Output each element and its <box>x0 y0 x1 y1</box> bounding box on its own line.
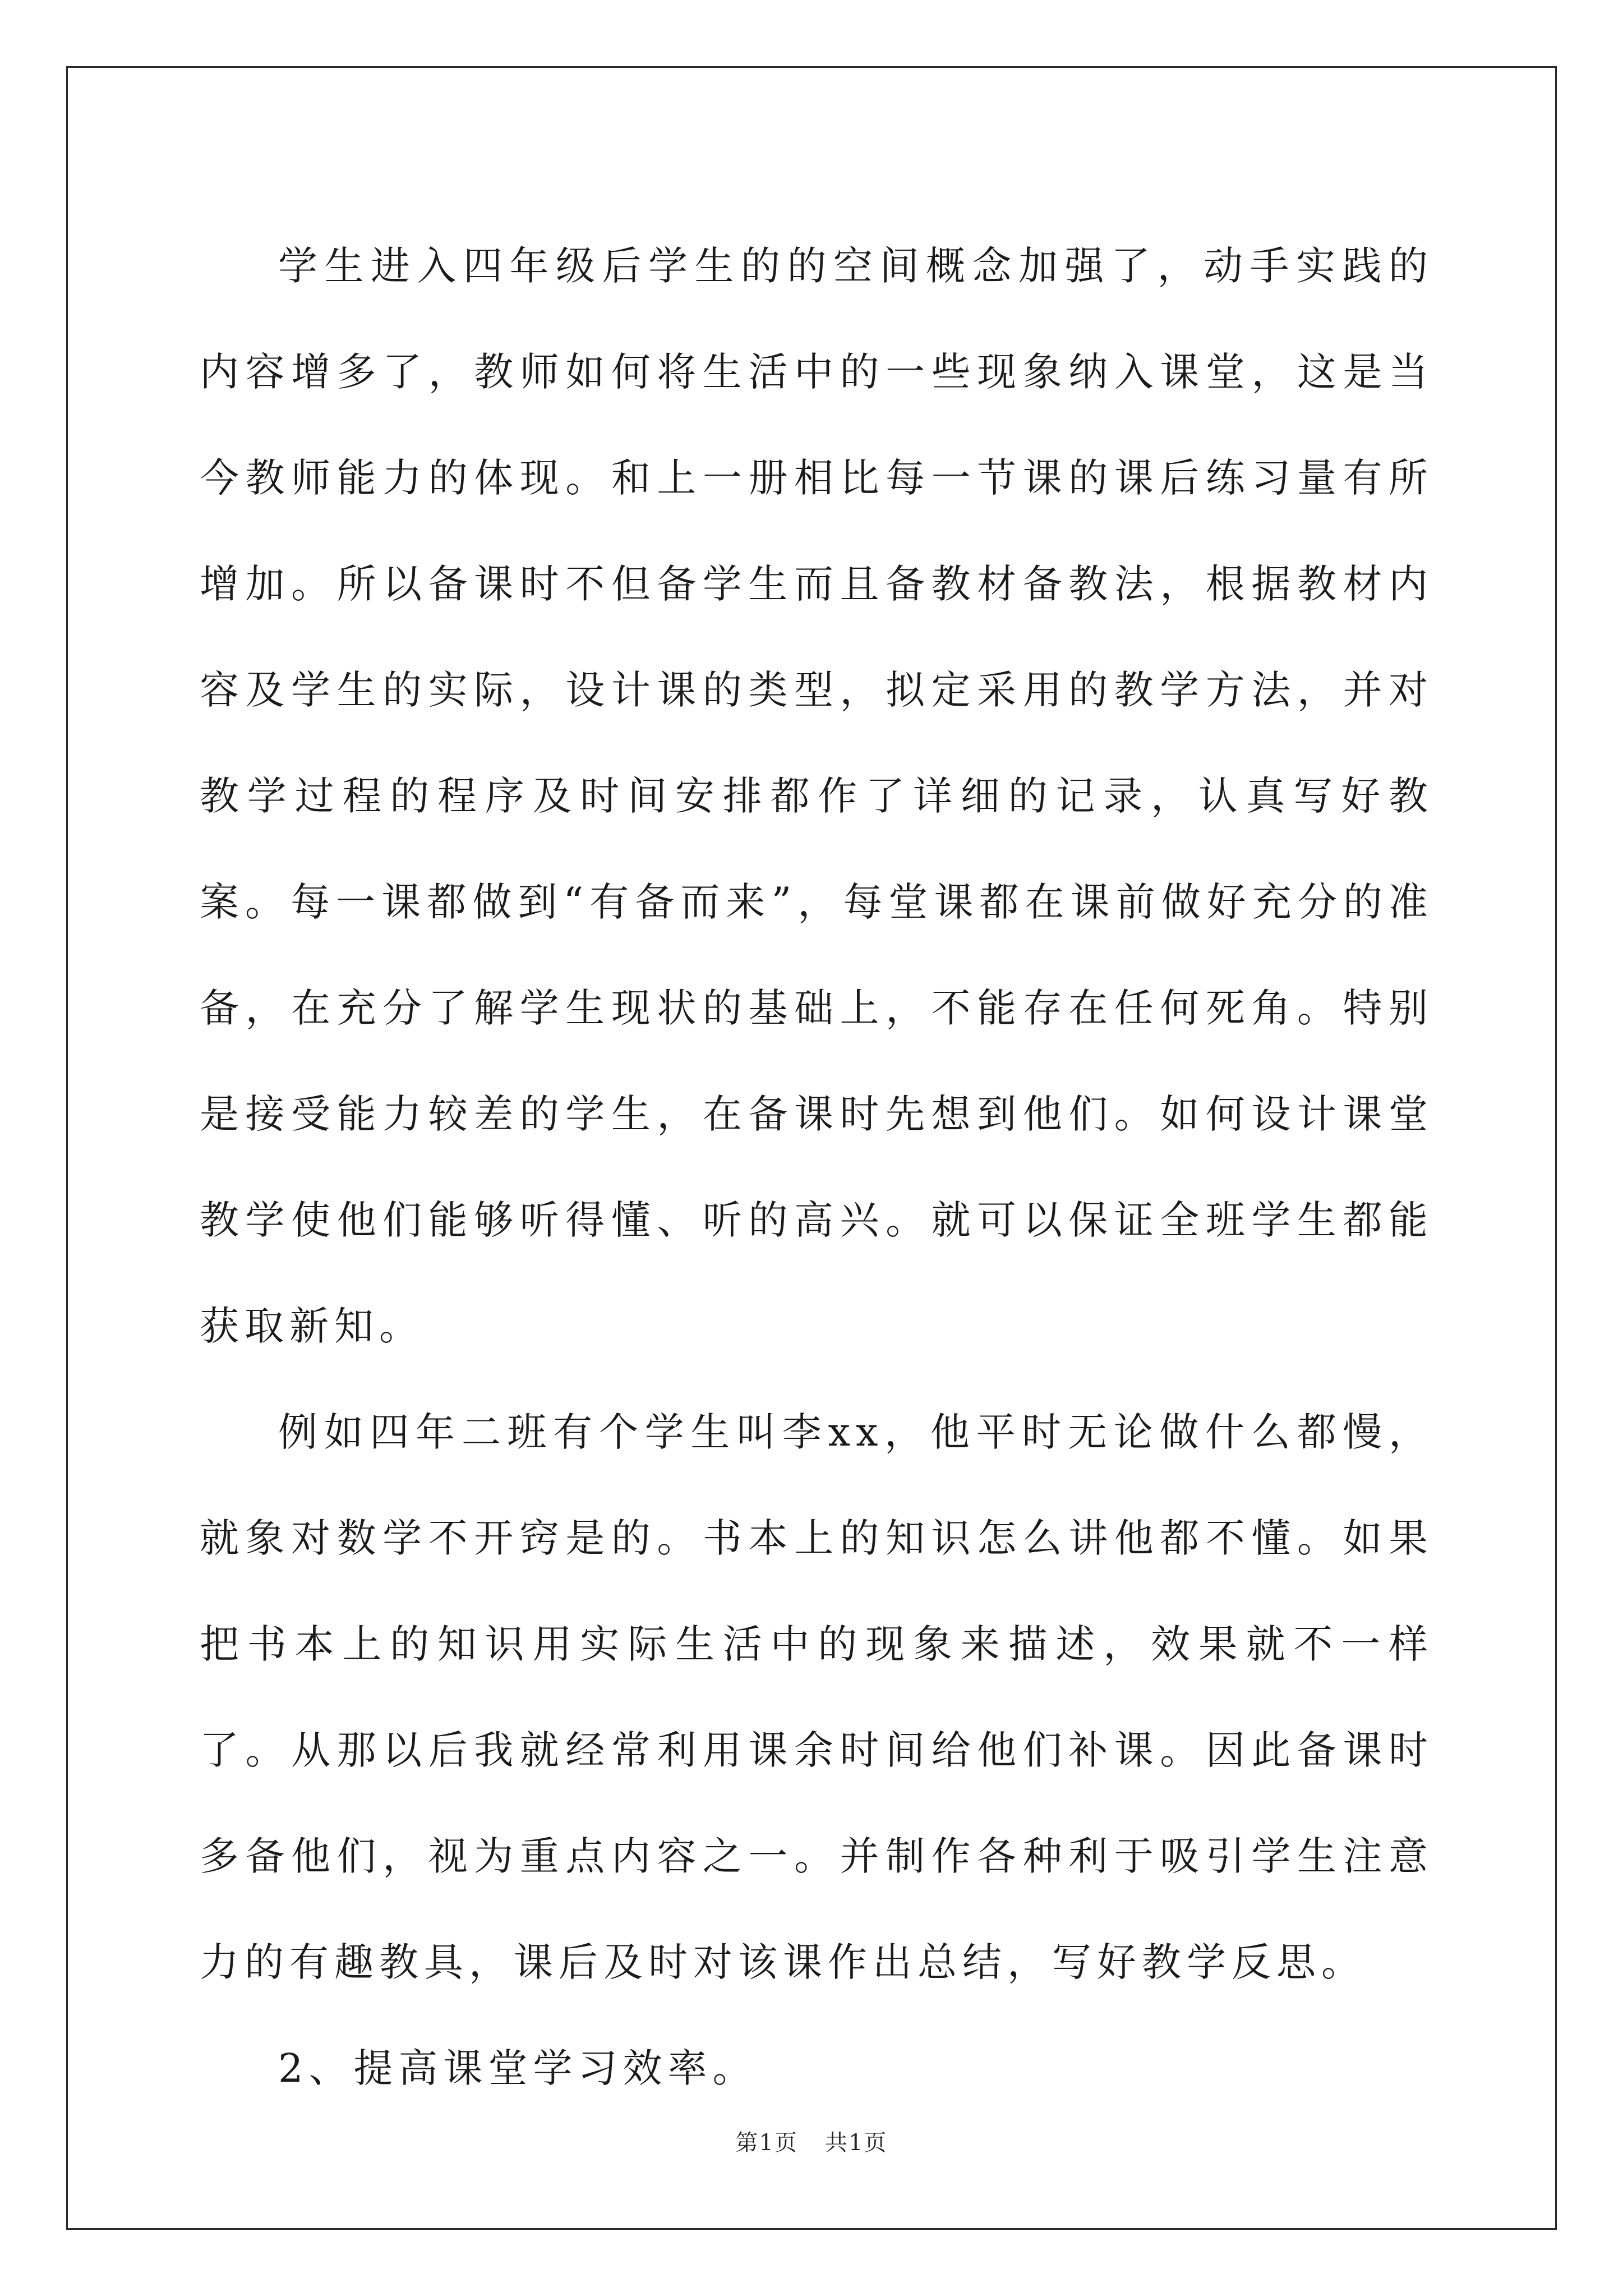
paragraph-lesson-preparation: 学生进入四年级后学生的的空间概念加强了，动手实践的内容增多了，教师如何将生活中的一些现象纳入课堂，这是当今教师能力的体现。和上一册相比每一节课的课后练习量有所增加。所以备课时不但备学生而且备教材备教法，根据教材内容及学生的实际，设计课的类型，拟定采用的教学方法，并对教学过程的程序及时间安排都作了详细的记录，认真写好教案。每一课都做到“有备而来”，每堂课都在课前做好充分的准备，在充分了解学生现状的基础上，不能存在任何死角。特别是接受能力较差的学生，在备课时先想到他们。如何设计课堂教学使他们能够听得懂、听的高兴。就可以保证全班学生都能获取新知。 <box>200 243 1433 1349</box>
paragraph-section-heading: 2、提高课堂学习效率。 <box>278 2045 758 2091</box>
paragraph-student-example: 例如四年二班有个学生叫李xx，他平时无论做什么都慢，就象对数学不开窍是的。书本上的知识怎么讲他都不懂。如果把书本上的知识用实际生活中的现象来描述，效果就不一样了。从那以后我就经常利用课余时间给他们补课。因此备课时多备他们，视为重点内容之一。并制作各种利于吸引学生注意力的有趣教具，课后及时对该课作出总结，写好教学反思。 <box>200 1409 1433 1985</box>
document-body <box>200 213 1433 2122</box>
total-pages: 共1页 <box>825 2130 888 2156</box>
page-footer <box>0 2126 1623 2160</box>
page-number: 第1页 <box>735 2130 798 2156</box>
